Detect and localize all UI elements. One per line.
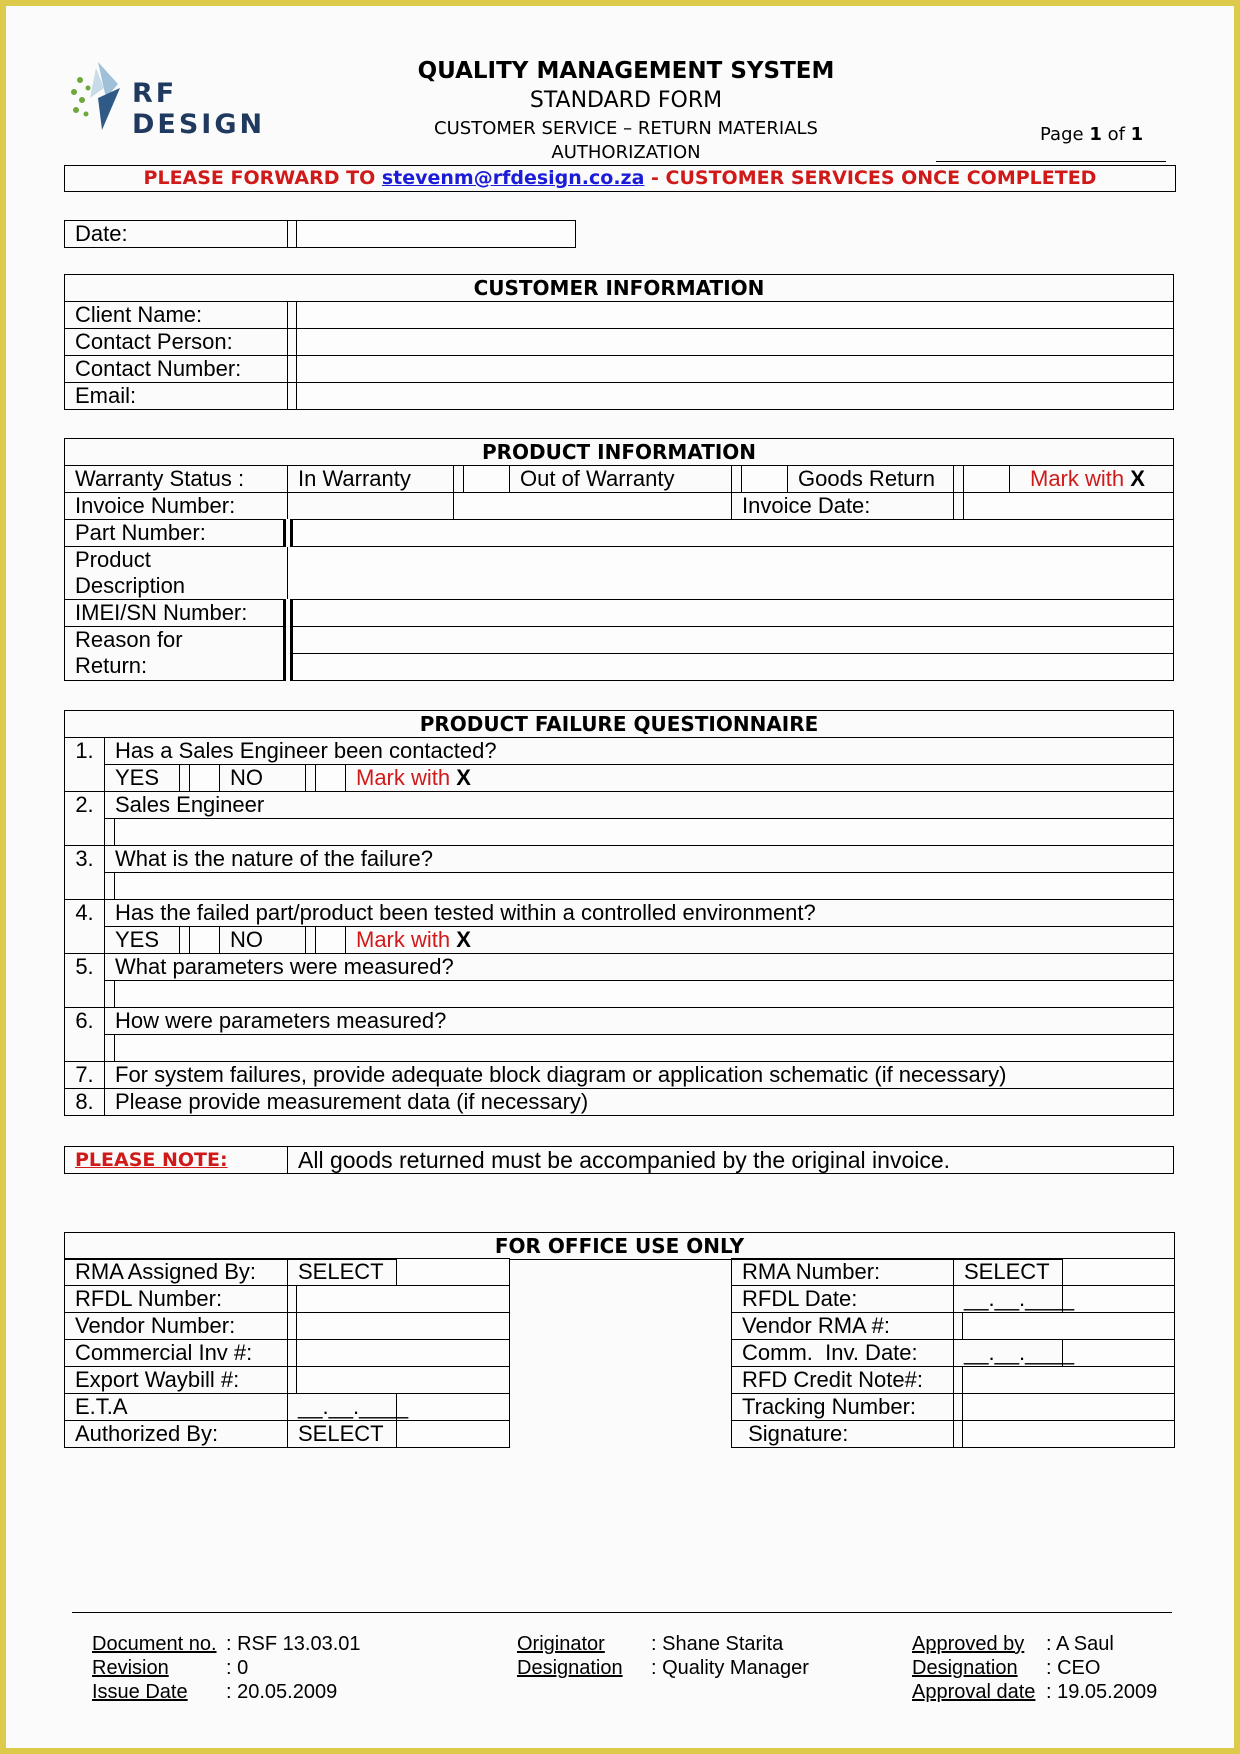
- q4-number: 4.: [65, 900, 105, 954]
- client-name-input[interactable]: [297, 302, 1174, 329]
- product-description-line2: Description: [75, 573, 186, 598]
- q7-text: For system failures, provide adequate block diagram or application schematic (if necessary): [105, 1062, 1174, 1089]
- out-of-warranty-checkbox[interactable]: [742, 466, 788, 493]
- spacer: [288, 221, 297, 248]
- document-title: QUALITY MANAGEMENT SYSTEM: [417, 58, 835, 84]
- reason-input-1[interactable]: [288, 627, 1174, 654]
- in-warranty-label: In Warranty: [288, 466, 454, 493]
- questionnaire-heading: PRODUCT FAILURE QUESTIONNAIRE: [65, 711, 1174, 738]
- q2-answer-input[interactable]: [115, 819, 1174, 846]
- credit-note-label: RFD Credit Note#:: [732, 1367, 954, 1394]
- q4-mark-x: X: [456, 927, 471, 952]
- authorized-by-select[interactable]: SELECT: [288, 1421, 397, 1448]
- rma-assigned-select[interactable]: SELECT: [288, 1259, 397, 1286]
- export-waybill-input[interactable]: [297, 1367, 510, 1394]
- eta-date-input[interactable]: __.__.____: [288, 1394, 397, 1421]
- designation-label: Designation: [517, 1657, 623, 1679]
- office-heading-table: [64, 1232, 1175, 1260]
- questionnaire-table: [64, 710, 1174, 1116]
- mark-with-hint: [1010, 466, 1174, 493]
- office-left-table: [64, 1258, 510, 1448]
- spacer: [288, 383, 297, 410]
- q6-answer-input[interactable]: [115, 1035, 1174, 1062]
- forward-email-link[interactable]: stevenm@rfdesign.co.za: [381, 167, 645, 189]
- doc-no-value: : RSF 13.03.01: [226, 1633, 361, 1655]
- date-table: [64, 220, 576, 248]
- tracking-number-input[interactable]: [963, 1394, 1175, 1421]
- vendor-rma-label: Vendor RMA #:: [732, 1313, 954, 1340]
- page-of: of: [1101, 124, 1131, 145]
- q3-number: 3.: [65, 846, 105, 900]
- page-number: [1040, 124, 1143, 145]
- form-page: [6, 6, 1234, 1748]
- comm-inv-date-input[interactable]: __.__.____: [954, 1340, 1063, 1367]
- q1-text: Has a Sales Engineer been contacted?: [105, 738, 1174, 765]
- invoice-date-label: Invoice Date:: [732, 493, 954, 520]
- approved-by-value: : A Saul: [1046, 1633, 1114, 1655]
- q6-number: 6.: [65, 1008, 105, 1062]
- q1-mark-hint: [346, 765, 1174, 792]
- spacer: [105, 1035, 115, 1062]
- approval-date-value: : 19.05.2009: [1046, 1681, 1158, 1703]
- rfdl-number-input[interactable]: [297, 1286, 510, 1313]
- q1-yes-label: YES: [105, 765, 180, 792]
- goods-return-label: Goods Return: [788, 466, 954, 493]
- export-waybill-label: Export Waybill #:: [65, 1367, 288, 1394]
- comm-inv-date-label: Comm. Inv. Date:: [732, 1340, 954, 1367]
- q1-no-checkbox[interactable]: [316, 765, 346, 792]
- tracking-number-label: Tracking Number:: [732, 1394, 954, 1421]
- mark-x-text: X: [1130, 466, 1145, 491]
- revision-label: Revision: [92, 1657, 169, 1679]
- spacer: [954, 493, 964, 520]
- originator-value: : Shane Starita: [651, 1633, 784, 1655]
- part-number-input[interactable]: [288, 520, 1174, 547]
- part-number-label: Part Number:: [65, 520, 288, 547]
- invoice-number-label: Invoice Number:: [65, 493, 288, 520]
- product-description-line1: Product: [75, 547, 151, 572]
- document-subtitle: STANDARD FORM: [529, 88, 723, 113]
- reason-label: [65, 627, 288, 681]
- footer-doc-values: [226, 1632, 466, 1704]
- note-label: PLEASE NOTE:: [65, 1147, 288, 1174]
- footer-doc-labels: [92, 1632, 217, 1704]
- q4-mark-hint: [346, 927, 1174, 954]
- client-name-label: Client Name:: [65, 302, 288, 329]
- designation2-label: Designation: [912, 1657, 1018, 1679]
- logo-text: RF DESIGN: [132, 78, 266, 140]
- rfdl-date-label: RFDL Date:: [732, 1286, 954, 1313]
- rfdl-date-input[interactable]: __.__.____: [954, 1286, 1063, 1313]
- invoice-date-input[interactable]: [964, 493, 1174, 520]
- spacer: [454, 466, 464, 493]
- q1-no-label: NO: [220, 765, 306, 792]
- form-name-line2: AUTHORIZATION: [551, 142, 701, 163]
- issue-date-label: Issue Date: [92, 1681, 188, 1703]
- approved-by-label: Approved by: [912, 1633, 1025, 1655]
- comm-inv-date-extra: [1063, 1340, 1175, 1367]
- product-description-input[interactable]: [288, 547, 1174, 600]
- q4-yes-checkbox[interactable]: [190, 927, 220, 954]
- invoice-number-input[interactable]: [454, 493, 732, 520]
- spacer: [288, 302, 297, 329]
- contact-number-label: Contact Number:: [65, 356, 288, 383]
- spacer: [954, 466, 964, 493]
- q1-yes-checkbox[interactable]: [190, 765, 220, 792]
- forward-banner: [64, 165, 1176, 192]
- q3-answer-input[interactable]: [115, 873, 1174, 900]
- vendor-number-label: Vendor Number:: [65, 1313, 288, 1340]
- note-text: All goods returned must be accompanied by the original invoice.: [288, 1147, 1174, 1174]
- eta-extra: [397, 1394, 510, 1421]
- email-label: Email:: [65, 383, 288, 410]
- rma-assigned-label: RMA Assigned By:: [65, 1259, 288, 1286]
- designation-value: : Quality Manager: [651, 1657, 809, 1679]
- q4-yes-label: YES: [105, 927, 180, 954]
- rma-number-label: RMA Number:: [732, 1259, 954, 1286]
- spacer: [180, 765, 190, 792]
- rma-assigned-extra: [397, 1259, 510, 1286]
- header-rule: [936, 161, 1166, 162]
- footer-rule: [72, 1612, 1172, 1613]
- q4-no-checkbox[interactable]: [316, 927, 346, 954]
- q5-answer-input[interactable]: [115, 981, 1174, 1008]
- eta-label: E.T.A: [65, 1394, 288, 1421]
- spacer: [288, 356, 297, 383]
- q4-text: Has the failed part/product been tested within a controlled environment?: [105, 900, 1174, 927]
- reason-line1: Reason for: [75, 627, 183, 652]
- forward-suffix: - CUSTOMER SERVICES ONCE COMPLETED: [644, 167, 1097, 189]
- q5-number: 5.: [65, 954, 105, 1008]
- spacer: [306, 765, 316, 792]
- date-label: Date:: [65, 221, 288, 248]
- q1-mark-with: Mark with: [356, 765, 457, 790]
- footer-originator-labels: [517, 1632, 647, 1680]
- q1-number: 1.: [65, 738, 105, 792]
- contact-person-input[interactable]: [297, 329, 1174, 356]
- spacer: [732, 466, 742, 493]
- q2-number: 2.: [65, 792, 105, 846]
- product-info-table: [64, 438, 1174, 681]
- rfdl-number-label: RFDL Number:: [65, 1286, 288, 1313]
- doc-no-label: Document no.: [92, 1633, 217, 1655]
- reason-input-2[interactable]: [288, 654, 1174, 681]
- commercial-inv-input[interactable]: [297, 1340, 510, 1367]
- spacer: [954, 1394, 963, 1421]
- spacer: [105, 819, 115, 846]
- date-input[interactable]: [297, 221, 576, 248]
- imei-label: IMEI/SN Number:: [65, 600, 288, 627]
- rfdl-date-extra: [1063, 1286, 1175, 1313]
- spacer: [105, 981, 115, 1008]
- spacer: [954, 1313, 963, 1340]
- approval-date-label: Approval date: [912, 1681, 1036, 1703]
- page-prefix: Page: [1040, 124, 1090, 145]
- spacer: [954, 1367, 963, 1394]
- customer-info-heading: CUSTOMER INFORMATION: [65, 275, 1174, 302]
- imei-input[interactable]: [288, 600, 1174, 627]
- spacer: [288, 1286, 297, 1313]
- product-info-heading: PRODUCT INFORMATION: [65, 439, 1174, 466]
- office-heading: FOR OFFICE USE ONLY: [65, 1233, 1175, 1260]
- vendor-rma-input[interactable]: [963, 1313, 1175, 1340]
- rma-number-select[interactable]: SELECT: [954, 1259, 1063, 1286]
- designation2-value: : CEO: [1046, 1657, 1101, 1679]
- credit-note-input[interactable]: [963, 1367, 1175, 1394]
- note-table: [64, 1146, 1174, 1174]
- q4-mark-with: Mark with: [356, 927, 457, 952]
- q4-no-label: NO: [220, 927, 306, 954]
- q2-text: Sales Engineer: [105, 792, 1174, 819]
- contact-person-label: Contact Person:: [65, 329, 288, 356]
- q7-number: 7.: [65, 1062, 105, 1089]
- issue-date-value: : 20.05.2009: [226, 1681, 338, 1703]
- q1-mark-x: X: [456, 765, 471, 790]
- signature-label: Signature:: [732, 1421, 954, 1448]
- contact-number-input[interactable]: [297, 356, 1174, 383]
- footer-approval-labels: [912, 1632, 1042, 1704]
- q8-number: 8.: [65, 1089, 105, 1116]
- spacer: [288, 493, 454, 520]
- spacer: [105, 873, 115, 900]
- spacer: [288, 1340, 297, 1367]
- spacer: [954, 1421, 963, 1448]
- page-current: 1: [1089, 124, 1102, 145]
- page-total: 1: [1130, 124, 1144, 145]
- form-name-line1: CUSTOMER SERVICE – RETURN MATERIALS: [434, 118, 818, 139]
- email-input[interactable]: [297, 383, 1174, 410]
- footer-originator-values: [651, 1632, 881, 1680]
- footer-approval-values: [1046, 1632, 1176, 1704]
- spacer: [288, 1367, 297, 1394]
- customer-info-table: [64, 274, 1174, 410]
- q6-text: How were parameters measured?: [105, 1008, 1174, 1035]
- spacer: [180, 927, 190, 954]
- forward-prefix: PLEASE FORWARD TO: [143, 167, 382, 189]
- q3-text: What is the nature of the failure?: [105, 846, 1174, 873]
- rma-number-extra: [1063, 1259, 1175, 1286]
- out-of-warranty-label: Out of Warranty: [510, 466, 732, 493]
- warranty-status-label: Warranty Status :: [65, 466, 288, 493]
- spacer: [288, 1313, 297, 1340]
- mark-with-text: Mark with: [1030, 466, 1131, 491]
- authorized-by-extra: [397, 1421, 510, 1448]
- spacer: [306, 927, 316, 954]
- logo-mark-icon: [68, 58, 138, 134]
- commercial-inv-label: Commercial Inv #:: [65, 1340, 288, 1367]
- q8-text: Please provide measurement data (if necessary): [105, 1089, 1174, 1116]
- authorized-by-label: Authorized By:: [65, 1421, 288, 1448]
- company-logo: [68, 58, 308, 138]
- in-warranty-checkbox[interactable]: [464, 466, 510, 493]
- vendor-number-input[interactable]: [297, 1313, 510, 1340]
- originator-label: Originator: [517, 1633, 605, 1655]
- office-use-section: [64, 1232, 1175, 1458]
- signature-input[interactable]: [963, 1421, 1175, 1448]
- q5-text: What parameters were measured?: [105, 954, 1174, 981]
- revision-value: : 0: [226, 1657, 249, 1679]
- reason-line2: Return:: [75, 653, 148, 678]
- office-right-table: [731, 1258, 1175, 1448]
- goods-return-checkbox[interactable]: [964, 466, 1010, 493]
- spacer: [288, 329, 297, 356]
- product-description-label: [65, 547, 288, 600]
